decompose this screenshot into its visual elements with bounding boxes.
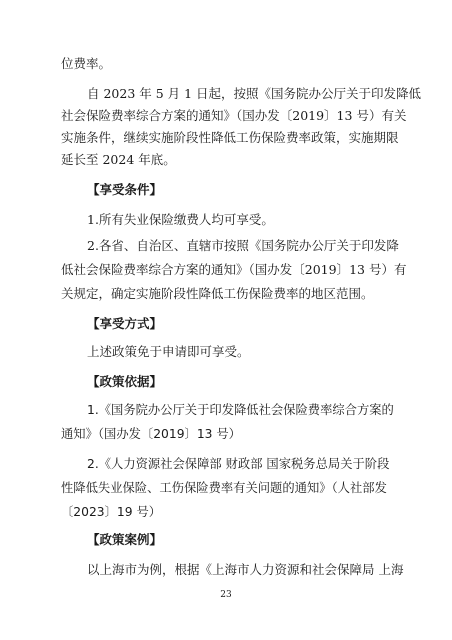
section-heading-method: 【享受方式】 xyxy=(87,316,163,331)
paragraph-line: 上述政策免于申请即可享受。 xyxy=(87,344,250,359)
paragraph-line: 实施条件，继续实施阶段性降低工伤保险费率政策，实施期限 xyxy=(61,130,399,145)
list-item-continuation: 关规定，确定实施阶段性降低工伤保险费率的地区范围。 xyxy=(61,286,374,301)
list-item-continuation: 通知》（国办发〔2019〕13 号） xyxy=(61,427,241,441)
paragraph-line: 延长至 2024 年底。 xyxy=(61,152,176,167)
paragraph-line: 自 2023 年 5 月 1 日起，按照《国务院办公厅关于印发降低 xyxy=(87,86,422,101)
page-number: 23 xyxy=(220,590,232,600)
list-item-continuation: 〔2023〕19 号） xyxy=(61,505,162,519)
paragraph-line: 位费率。 xyxy=(61,56,112,71)
section-heading-cases: 【政策案例】 xyxy=(87,532,163,547)
list-item: 2.各省、自治区、直辖市按照《国务院办公厅关于印发降 xyxy=(87,238,399,253)
paragraph-line: 社会保险费率综合方案的通知》（国办发〔2019〕13 号）有关 xyxy=(61,108,407,123)
section-heading-conditions: 【享受条件】 xyxy=(87,182,163,197)
list-item: 1.《国务院办公厅关于印发降低社会保险费率综合方案的 xyxy=(87,403,394,417)
list-item: 1.所有失业保险缴费人均可享受。 xyxy=(87,212,274,227)
list-item-continuation: 性降低失业保险、工伤保险费率有关问题的通知》（人社部发 xyxy=(61,481,387,495)
section-heading-basis: 【政策依据】 xyxy=(87,374,163,389)
paragraph-line: 以上海市为例，根据《上海市人力资源和社会保障局 上海 xyxy=(87,562,404,577)
list-item-continuation: 低社会保险费率综合方案的通知》（国办发〔2019〕13 号）有 xyxy=(61,262,407,277)
list-item: 2.《人力资源社会保障部 财政部 国家税务总局关于阶段 xyxy=(87,457,390,471)
